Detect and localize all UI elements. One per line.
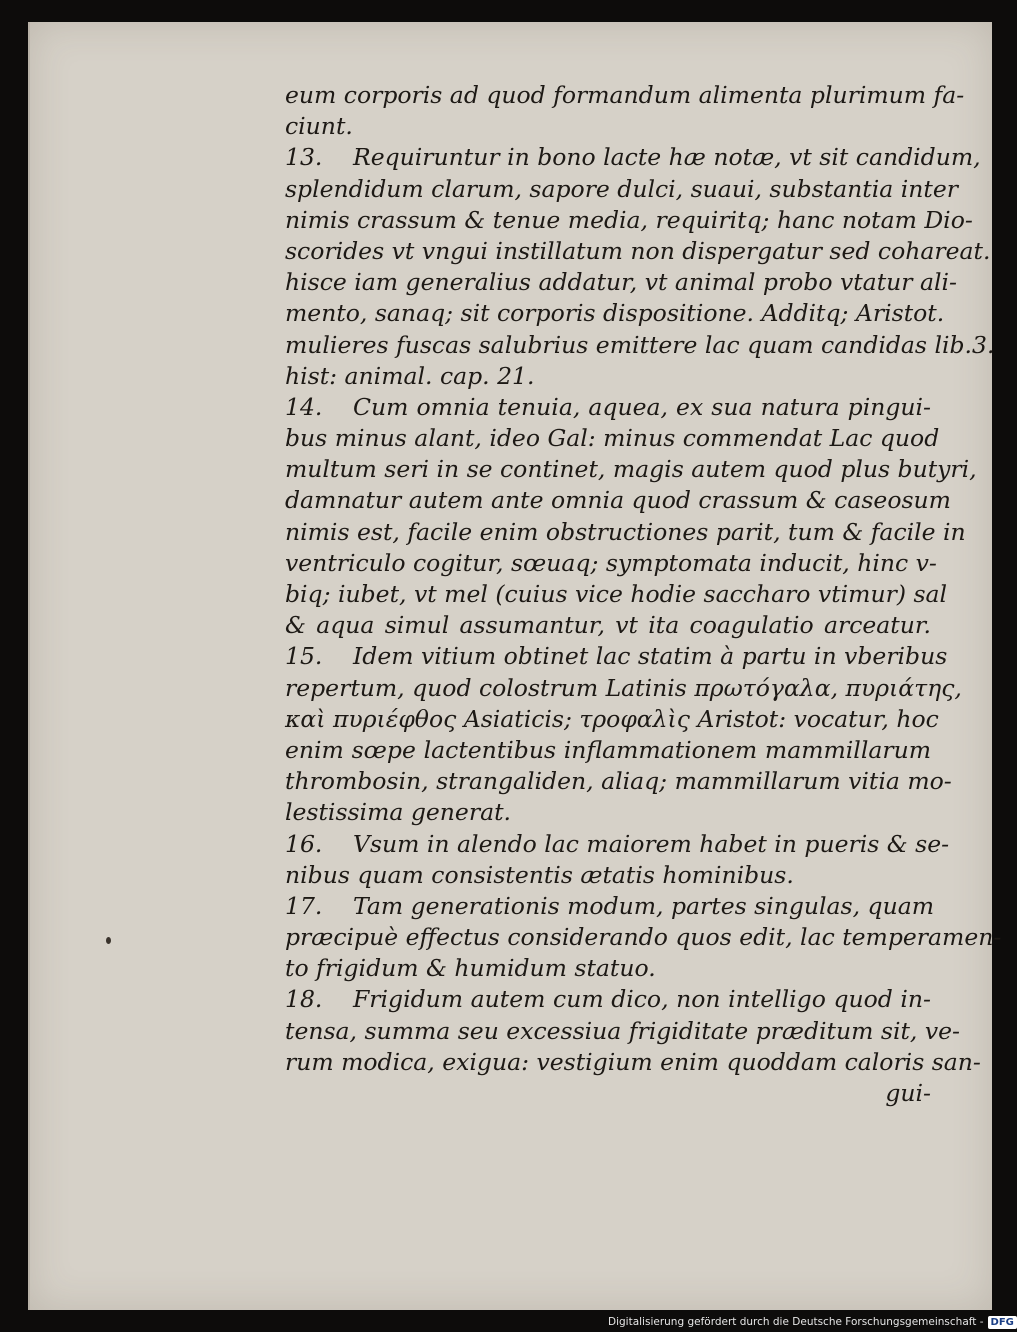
section-number: 17. [285, 891, 323, 920]
text-line: damnatur autem ante omnia quod crassum & caseosum [285, 486, 951, 515]
text-span: Vsum in alendo lac maiorem habet in pueris & se- [353, 829, 950, 858]
catchword: gui- [885, 1079, 931, 1107]
text-line [285, 142, 981, 173]
text-line: splendidum clarum, sapore dulci, suaui, substantia inter [285, 174, 958, 203]
text-line [285, 392, 931, 423]
ink-speck [106, 937, 111, 944]
text-line: lestissima generat. [285, 798, 511, 827]
text-line: ventriculo cogitur, sœuaq; symptomata inducit, hinc v- [285, 548, 937, 577]
text-line [285, 891, 935, 922]
text-line: rum modica, exigua: vestigium enim quoddam caloris san- [285, 1047, 981, 1076]
text-line: præcipuè effectus considerando quos edit, lac temperamen- [285, 923, 1002, 952]
text-line: tensa, summa seu excessiua frigiditate præditum sit, ve- [285, 1016, 960, 1045]
text-line: thrombosin, strangaliden, aliaq; mammillarum vitia mo- [285, 767, 952, 796]
text-line: enim sœpe lactentibus inflammationem mammillarum [285, 735, 931, 764]
text-span: Tam generationis modum, partes singulas, quam [353, 891, 935, 920]
text-line: mulieres fuscas salubrius emittere lac quam candidas lib.3. [285, 330, 995, 359]
text-span: Requiruntur in bono lacte hæ notæ, vt sit candidum, [353, 143, 981, 172]
text-line: καὶ πυριέφθος Asiaticis; τροφαλὶς Aristot: vocatur, hoc [285, 704, 939, 733]
page-text [285, 80, 1002, 1109]
book-page [28, 22, 1002, 1310]
text-line: scorides vt vngui instillatum non dispergatur sed cohareat. [285, 236, 991, 265]
text-line: biq; iubet, vt mel (cuius vice hodie saccharo vtimur) sal [285, 580, 948, 608]
text-line: eum corporis ad quod formandum alimenta plurimum fa- [285, 81, 965, 109]
footer [608, 1314, 1017, 1330]
text-line: nibus quam consistentis ætatis hominibus. [285, 860, 794, 889]
text-line: nimis est, facile enim obstructiones parit, tum & facile in [285, 517, 966, 546]
text-line [285, 641, 948, 672]
text-line: hisce iam generalius addatur, vt animal probo vtatur ali- [285, 268, 957, 297]
text-line [285, 984, 931, 1015]
section-number: 13. [285, 143, 323, 172]
text-line: nimis crassum & tenue media, requiritq; hanc notam Dio- [285, 205, 973, 234]
text-line: multum seri in se continet, magis autem quod plus butyri, [285, 455, 977, 484]
section-number: 18. [285, 985, 323, 1014]
section-number: 14. [285, 392, 323, 421]
section-number: 16. [285, 829, 323, 858]
dfg-logo: DFG [988, 1316, 1017, 1329]
text-line [285, 829, 950, 860]
text-line: repertum, quod colostrum Latinis πρωτόγαλα, πυριάτης, [285, 673, 962, 702]
text-line: bus minus alant, ideo Gal: minus commendat Lac quod [285, 424, 940, 453]
text-line: to frigidum & humidum statuo. [285, 954, 656, 983]
section-number: 15. [285, 642, 323, 671]
text-line: ciunt. [285, 112, 353, 141]
text-line: hist: animal. cap. 21. [285, 361, 535, 390]
text-line: & aqua simul assumantur, vt ita coagulatio arceatur. [285, 611, 931, 640]
text-span: Frigidum autem cum dico, non intelligo quod in- [353, 985, 931, 1014]
footer-text: Digitalisierung gefördert durch die Deutsche Forschungsgemeinschaft - [608, 1316, 984, 1328]
text-span: Cum omnia tenuia, aquea, ex sua natura pingui- [353, 392, 931, 421]
text-span: Idem vitium obtinet lac statim à partu in vberibus [353, 642, 948, 671]
text-line: mento, sanaq; sit corporis dispositione. Additq; Aristot. [285, 299, 945, 328]
